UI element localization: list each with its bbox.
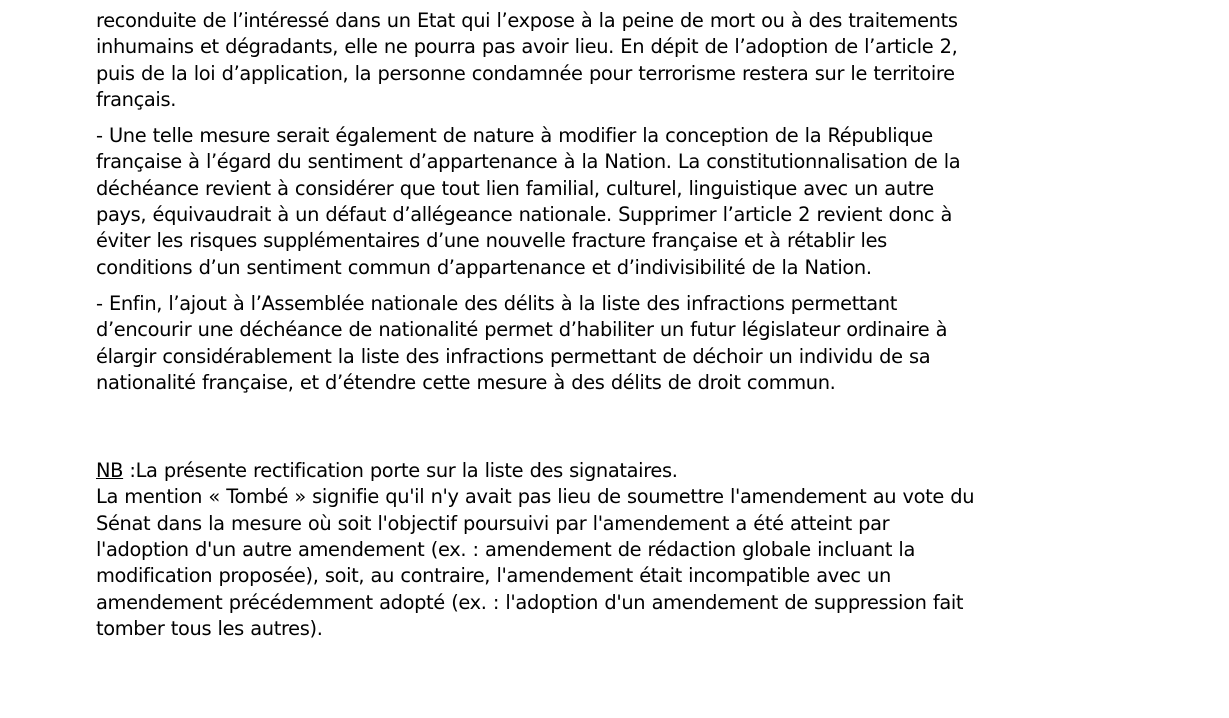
text-line: tomber tous les autres). [96, 616, 323, 640]
paragraph-spacer [96, 113, 1176, 123]
text-line: inhumains et dégradants, elle ne pourra pas avoir lieu. En dépit de l’adoption de l’article 2, [96, 35, 958, 59]
text-line: française à l’égard du sentiment d’appartenance à la Nation. La constitutionnalisation de la [96, 150, 961, 174]
text-line: puis de la loi d’application, la personne condamnée pour terrorisme restera sur le territoire [96, 61, 955, 85]
paragraph-republique [96, 123, 1176, 281]
text-line: - Une telle mesure serait également de nature à modifier la conception de la République [96, 124, 933, 148]
section-spacer [96, 396, 1176, 458]
text-line: modification proposée), soit, au contraire, l'amendement était incompatible avec un [96, 564, 891, 588]
text-line: Sénat dans la mesure où soit l'objectif poursuivi par l'amendement a été atteint par [96, 511, 890, 535]
text-line: pays, équivaudrait à un défaut d’allégeance nationale. Supprimer l’article 2 revient donc à [96, 203, 953, 227]
text-line: déchéance revient à considérer que tout lien familial, culturel, linguistique avec un autre [96, 176, 934, 200]
text-line: La mention « Tombé » signifie qu'il n'y avait pas lieu de soumettre l'amendement au vote du [96, 485, 975, 509]
note-first-line [96, 458, 1176, 484]
text-line: reconduite de l’intéressé dans un Etat qui l’expose à la peine de mort ou à des traitements [96, 9, 958, 32]
text-line: conditions d’un sentiment commun d’appartenance et d’indivisibilité de la Nation. [96, 255, 872, 279]
nb-label: NB [96, 459, 124, 483]
paragraph-reconduite [96, 8, 1176, 113]
text-line: amendement précédemment adopté (ex. : l'adoption d'un amendement de suppression fait [96, 590, 964, 614]
text-line: nationalité française, et d’étendre cette mesure à des délits de droit commun. [96, 370, 836, 394]
note-block [96, 458, 1176, 642]
text-line: d’encourir une déchéance de nationalité permet d’habiliter un futur législateur ordinaire à [96, 318, 948, 342]
text-line: - Enfin, l’ajout à l’Assemblée nationale des délits à la liste des infractions permettant [96, 291, 897, 315]
paragraph-delits [96, 291, 1176, 396]
text-line: l'adoption d'un autre amendement (ex. : amendement de rédaction globale incluant la [96, 538, 915, 562]
text-line: élargir considérablement la liste des infractions permettant de déchoir un individu de sa [96, 344, 931, 368]
text-line: français. [96, 87, 177, 111]
text-line: éviter les risques supplémentaires d’une nouvelle fracture française et à rétablir les [96, 229, 887, 253]
paragraph-spacer [96, 281, 1176, 291]
document-page [96, 8, 1176, 642]
note-rectification-text: :La présente rectification porte sur la liste des signataires. [123, 459, 678, 483]
